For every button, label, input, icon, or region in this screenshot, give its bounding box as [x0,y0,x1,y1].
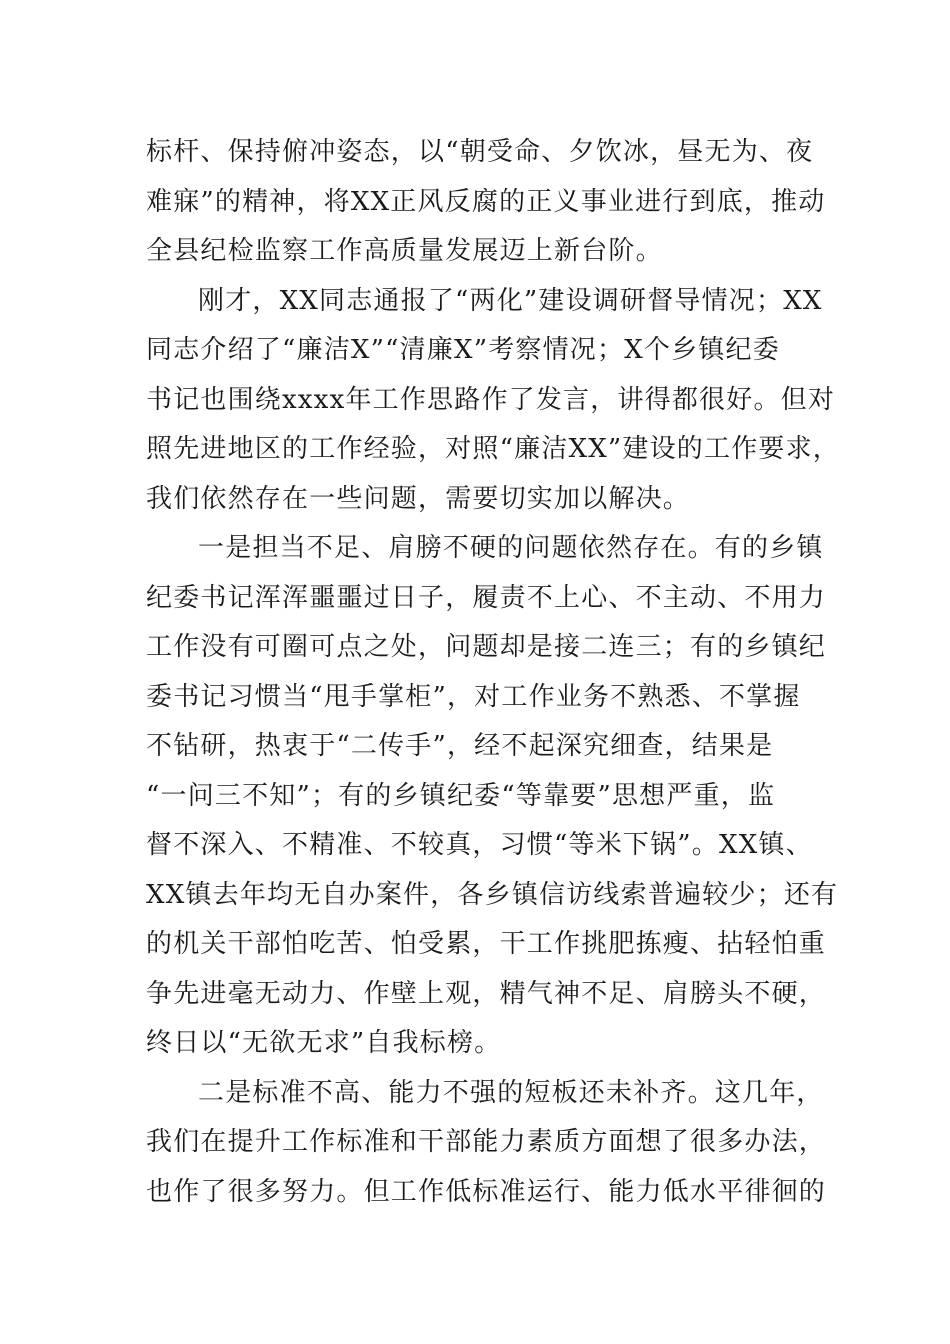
text-line: 也作了很多努力。但工作低标准运行、能力低水平徘徊的 [146,1176,827,1207]
text-line: 终日以“无欲无求”自我标榜。 [146,1028,502,1058]
text-line: 同志介绍了“廉洁X”“清廉X”考察情况；X个乡镇纪委 [146,335,780,365]
text-line: 难寐”的精神，将XX正风反腐的正义事业进行到底，推动 [146,186,826,217]
text-line: 我们依然存在一些问题，需要切实加以解决。 [146,483,691,514]
text-line: 刚才，XX同志通报了“两化”建设调研督导情况；XX [198,285,823,316]
text-line: 纪委书记浑浑噩噩过日子，履责不上心、不主动、不用力 [146,582,827,613]
text-line: 我们在提升工作标准和干部能力素质方面想了很多办法， [146,1127,827,1157]
text-line: 照先进地区的工作经验，对照“廉洁XX”建设的工作要求， [146,434,841,464]
text-line: 委书记习惯当“甩手掌柜”，对工作业务不熟悉、不掌握 [146,681,801,712]
text-line: 全县纪检监察工作高质量发展迈上新台阶。 [146,236,663,266]
text-line: 督不深入、不精准、不较真，习惯“等米下锅”。XX镇、 [146,830,813,860]
text-line: 不钻研，热衷于“二传手”，经不起深究细查，结果是 [146,731,774,761]
document-body [146,128,841,1217]
text-line: 工作没有可圈可点之处，问题却是接二连三；有的乡镇纪 [146,632,827,662]
text-line: 争先进毫无动力、作壁上观，精气神不足、肩膀头不硬， [146,978,827,1009]
text-line: 书记也围绕xxxx年工作思路作了发言，讲得都很好。但对 [146,384,836,415]
paragraph-1 [146,128,826,277]
paragraph-4 [146,1069,826,1218]
paragraph-2 [146,277,841,525]
paragraph-3 [146,524,839,1069]
text-line: 标杆、保持俯冲姿态，以“朝受命、夕饮冰，昼无为、夜 [146,137,814,167]
text-line: XX镇去年均无自办案件，各乡镇信访线索普遍较少；还有 [146,879,839,910]
text-line: 一是担当不足、肩膀不硬的问题依然存在。有的乡镇 [198,533,824,563]
text-line: 的机关干部怕吃苦、怕受累，干工作挑肥拣瘦、拈轻怕重 [146,929,827,959]
text-line: “一问三不知”；有的乡镇纪委“等靠要”思想严重，监 [146,780,776,811]
text-line: 二是标准不高、能力不强的短板还未补齐。这几年， [198,1077,824,1108]
